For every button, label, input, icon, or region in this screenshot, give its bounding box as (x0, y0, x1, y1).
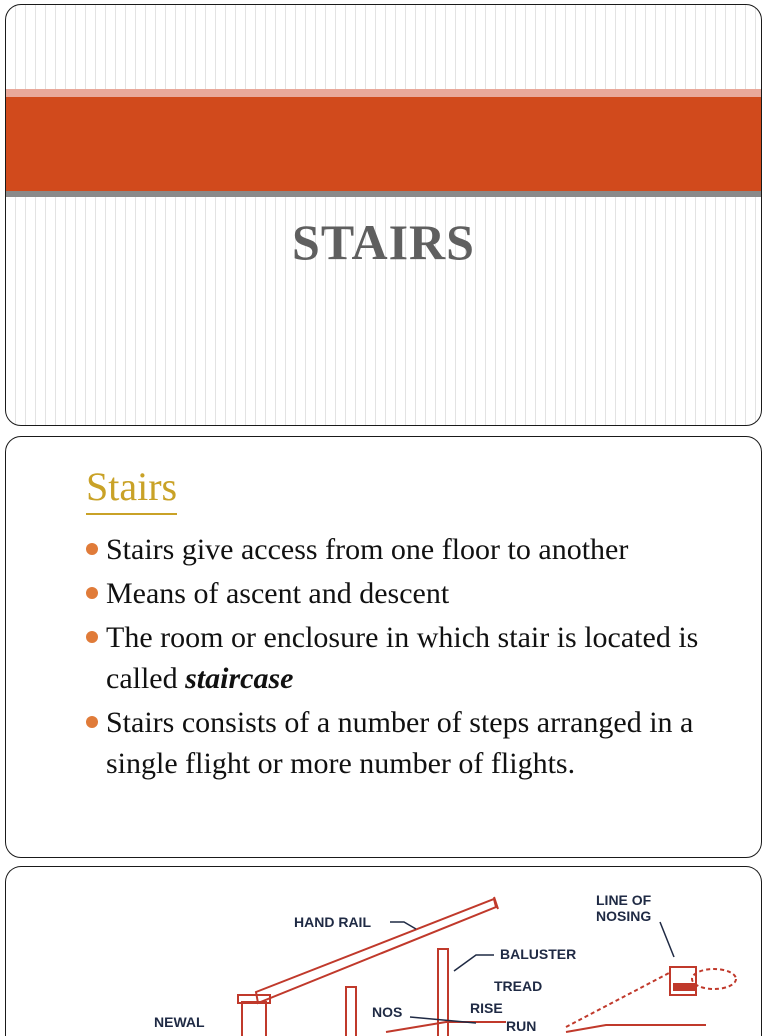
bullet-icon (86, 587, 98, 599)
slide-title: STAIRS (292, 214, 475, 270)
bullet-icon (86, 631, 98, 643)
nosing-line (566, 972, 671, 1027)
bullet-text: Stairs consists of a number of steps arranged in a single flight or more number of flights. (106, 706, 694, 780)
leader-line-of-nosing (660, 922, 674, 957)
bullet-icon (86, 543, 98, 555)
label-hand-rail: HAND RAIL (294, 914, 371, 930)
label-tread: TREAD (494, 978, 543, 994)
bullet-item (86, 573, 746, 614)
title-slide (5, 4, 762, 426)
leader-baluster (454, 955, 494, 971)
bullet-icon (86, 716, 98, 728)
label-rise: RISE (470, 1000, 503, 1016)
slide-heading: Stairs (86, 463, 177, 515)
nosing-ellipse (692, 969, 736, 989)
title-band (6, 97, 761, 191)
label-nosing: NOS (372, 1004, 403, 1020)
label-baluster: BALUSTER (500, 946, 577, 962)
stair-diagram (6, 867, 762, 1036)
diagram-slide (5, 866, 762, 1036)
bullet-list (86, 529, 746, 787)
bullet-item (86, 617, 746, 699)
step-line (566, 1025, 706, 1032)
bullet-text: The room or enclosure in which stair is located is called (106, 621, 699, 695)
hand-rail-shape (256, 899, 496, 1003)
label-run: RUN (506, 1018, 537, 1034)
newel-post (242, 1002, 266, 1036)
baluster-post (346, 987, 356, 1036)
leader-hand-rail (390, 922, 416, 929)
label-newel: NEWAL (154, 1014, 205, 1030)
leader-lines (390, 922, 674, 1023)
bullet-text: Stairs give access from one floor to another (106, 533, 629, 566)
bullet-term: staircase (185, 662, 294, 695)
content-slide (5, 436, 762, 858)
label-line-of: LINE OF (596, 892, 652, 908)
title-band-shadow (6, 191, 761, 197)
bullet-text: Means of ascent and descent (106, 577, 450, 610)
bullet-item (86, 702, 746, 784)
label-nosing-title: NOSING (596, 908, 652, 924)
title-band-accent (6, 89, 761, 97)
nosing-fill (674, 984, 694, 990)
bullet-item (86, 529, 746, 570)
